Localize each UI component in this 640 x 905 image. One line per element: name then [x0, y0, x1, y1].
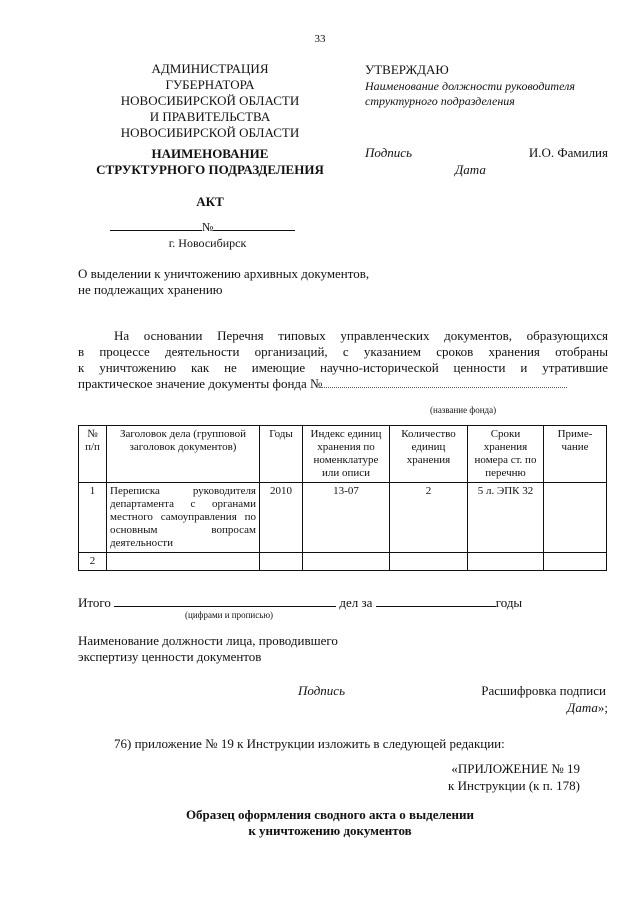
table-cell: Переписка руководителя департамента с органами местного самоуправления по основным вопросам деятельности [107, 483, 260, 553]
subject-line: О выделении к уничтожению архивных документов, [78, 266, 370, 281]
expert-line: Наименование должности лица, проводившего [78, 633, 338, 648]
total-count-blank [114, 594, 336, 607]
number-blank [213, 218, 295, 231]
header-cell: № п/п [79, 426, 107, 483]
city: г. Новосибирск [168, 236, 247, 250]
table-cell: 2 [390, 483, 468, 553]
header-cell: Количество единиц хранения [390, 426, 468, 483]
table-cell [544, 553, 607, 571]
unit-line: НАИМЕНОВАНИЕ [151, 146, 269, 161]
approval-title: УТВЕРЖДАЮ [365, 62, 449, 77]
header-cell: Заголовок дела (групповой заголовок документов) [107, 426, 260, 483]
table-row [79, 553, 607, 571]
subject-line: не подлежащих хранению [78, 282, 223, 297]
documents-table [78, 425, 607, 571]
approval-position [365, 79, 615, 109]
footer-date [500, 700, 608, 716]
header-cell: Годы [260, 426, 303, 483]
structural-unit-name [60, 146, 360, 178]
org-line: НОВОСИБИРСКОЙ ОБЛАСТИ [120, 125, 300, 140]
body-last-text: практическое значение документы фонда № [78, 376, 323, 391]
table-cell [390, 553, 468, 571]
position-line: Наименование должности руководителя [365, 79, 575, 93]
total-line [78, 594, 618, 611]
table-cell: 13-07 [303, 483, 390, 553]
header-cell: Индекс единиц хранения по номенклатуре или описи [303, 426, 390, 483]
table-cell [544, 483, 607, 553]
appendix-number: «ПРИЛОЖЕНИЕ № 19 [451, 761, 580, 776]
position-line: структурного подразделения [365, 94, 515, 108]
sample-title-line: к уничтожению документов [248, 823, 412, 838]
total-middle: дел за [339, 595, 373, 610]
body-line: в процессе деятельности организаций, с указанием сроков хранения отобраны [78, 344, 608, 359]
act-number-line [110, 218, 310, 235]
appendix-reference: к Инструкции (к п. 178) [448, 778, 580, 793]
act-title: АКТ [196, 194, 224, 209]
page-number: 33 [314, 33, 326, 45]
sample-title [120, 807, 540, 839]
header-cell: Сроки хранения номера ст. по перечню [468, 426, 544, 483]
expert-line: экспертизу ценности документов [78, 649, 262, 664]
act-body [78, 328, 608, 392]
table-cell: 1 [79, 483, 107, 553]
table-row [79, 483, 607, 553]
table-cell: 2010 [260, 483, 303, 553]
body-line: к уничтожению как не имеющие научно-исторической ценности и утратившие [78, 360, 608, 375]
table-cell [468, 553, 544, 571]
approval-signature: Подпись [365, 145, 412, 160]
footer-signature: Подпись [298, 683, 345, 698]
table-cell [107, 553, 260, 571]
total-caption: (цифрами и прописью) [185, 610, 274, 620]
table-header-row [79, 426, 607, 483]
table-cell: 2 [79, 553, 107, 571]
amendment-text: 76) приложение № 19 к Инструкции изложить в следующей редакции: [114, 736, 505, 751]
sample-title-line: Образец оформления сводного акта о выделении [185, 807, 475, 822]
unit-line: СТРУКТУРНОГО ПОДРАЗДЕЛЕНИЯ [96, 162, 324, 177]
approval-date: Дата [455, 162, 486, 177]
org-line: АДМИНИСТРАЦИЯ [151, 61, 269, 76]
table-cell: 5 л. ЭПК 32 [468, 483, 544, 553]
approval-name: И.О. Фамилия [528, 145, 608, 160]
org-line: И ПРАВИТЕЛЬСТВА [149, 109, 271, 124]
footer-date-suffix: »; [597, 700, 608, 715]
fund-name-blank [322, 377, 567, 388]
table-cell [260, 553, 303, 571]
footer-date-label: Дата [567, 700, 598, 715]
act-subject [78, 266, 478, 298]
total-end: годы [495, 595, 523, 610]
expert-position [78, 633, 478, 665]
footer-decode: Расшифровка подписи [481, 683, 606, 698]
date-blank [110, 218, 202, 231]
organization-header [100, 61, 320, 141]
table-cell [303, 553, 390, 571]
total-years-blank [376, 594, 496, 607]
org-line: НОВОСИБИРСКОЙ ОБЛАСТИ [120, 93, 300, 108]
header-cell: Приме- чание [544, 426, 607, 483]
org-line: ГУБЕРНАТОРА [165, 77, 255, 92]
fund-caption: (название фонда) [430, 405, 497, 415]
body-last-line [78, 376, 608, 392]
body-line: На основании Перечня типовых управленческих документов, образующихся [114, 328, 608, 343]
total-label: Итого [78, 595, 111, 610]
number-sign: № [202, 220, 214, 234]
